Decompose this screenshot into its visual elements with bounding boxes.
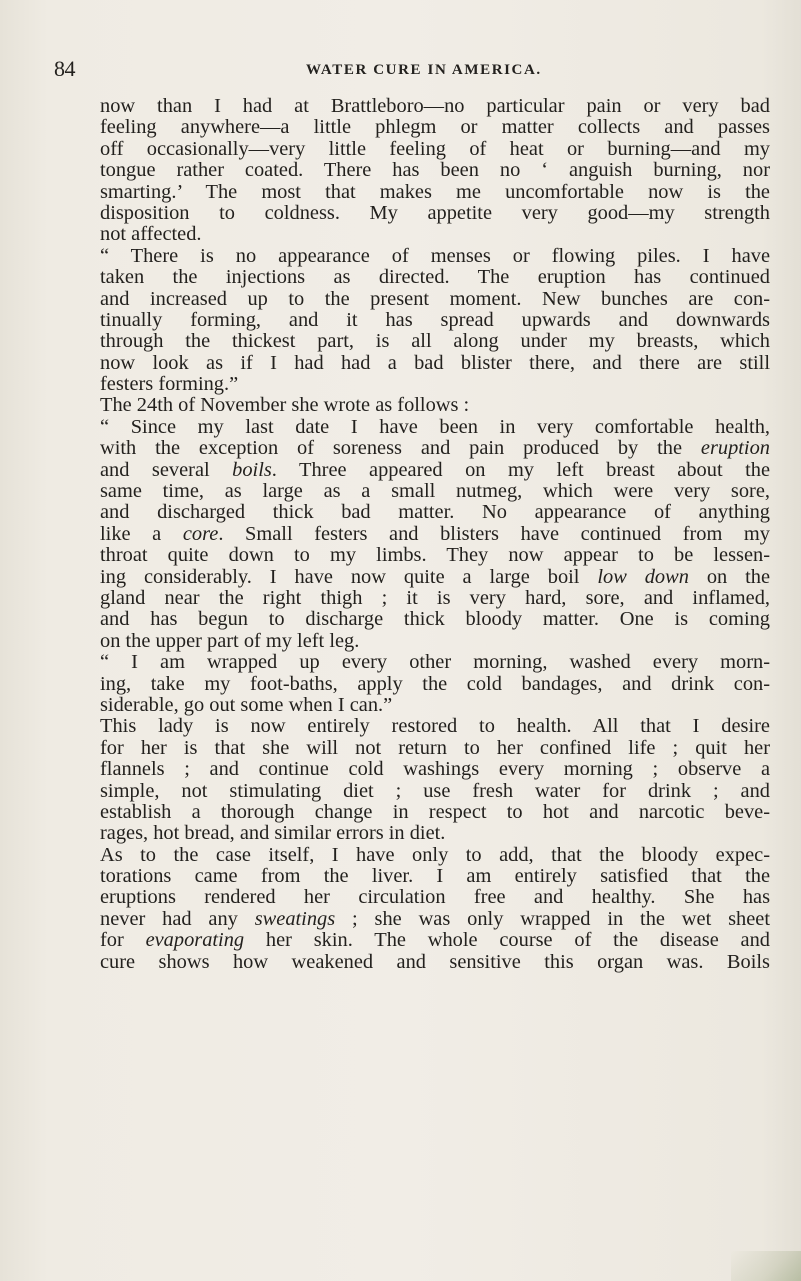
- text-line: never had any sweatings ; she was only wrapped in the wet sheet: [100, 907, 770, 930]
- text-line: disposition to coldness. My appetite very good—my strength: [100, 201, 770, 224]
- text-line: flannels ; and continue cold washings every morning ; observe a: [100, 758, 770, 781]
- text-line: like a core. Small festers and blisters have continued from my: [100, 522, 770, 545]
- text-line: “ There is no appearance of menses or flowing piles. I have: [100, 244, 770, 267]
- text-line: smarting.’ The most that makes me uncomfortable now is the: [100, 180, 770, 203]
- text-line: and several boils. Three appeared on my left breast about the: [100, 458, 770, 481]
- text-line: taken the injections as directed. The eruption has continued: [100, 266, 770, 289]
- text-line: for evaporating her skin. The whole course of the disease and: [100, 929, 771, 952]
- text-line: “ I am wrapped up every other morning, washed every morn-: [100, 651, 770, 674]
- text-line: cure shows how weakened and sensitive this organ was. Boils: [100, 950, 770, 973]
- text-line: off occasionally—very little feeling of heat or burning—and my: [100, 137, 770, 160]
- text-line: through the thickest part, is all along under my breasts, which: [100, 330, 770, 353]
- text-line: now than I had at Brattleboro—no particular pain or very bad: [100, 95, 770, 117]
- text-line: and discharged thick bad matter. No appearance of anything: [100, 501, 770, 524]
- text-line: and has begun to discharge thick bloody matter. One is coming: [100, 608, 770, 631]
- text-line: eruptions rendered her circulation free and healthy. She has: [100, 886, 770, 909]
- text-line: tinually forming, and it has spread upwards and downwards: [100, 308, 770, 331]
- text-line: on the upper part of my left leg.: [100, 629, 360, 652]
- text-line: rages, hot bread, and similar errors in diet.: [100, 822, 446, 845]
- text-line: for her is that she will not return to her confined life ; quit her: [100, 736, 770, 759]
- text-line: throat quite down to my limbs. They now appear to be lessen-: [100, 544, 770, 567]
- text-line: “ Since my last date I have been in very comfortable health,: [100, 415, 770, 438]
- text-line: same time, as large as a small nutmeg, which were very sore,: [100, 480, 770, 503]
- page-corner-stain: [731, 1251, 801, 1281]
- text-line: siderable, go out some when I can.”: [100, 693, 393, 716]
- text-line: and increased up to the present moment. New bunches are con-: [100, 287, 770, 310]
- text-line: now look as if I had had a bad blister there, and there are still: [100, 351, 770, 374]
- page-number: 84: [54, 56, 75, 81]
- text-line: feeling anywhere—a little phlegm or matter collects and passes: [100, 116, 770, 139]
- text-line: with the exception of soreness and pain produced by the eruption: [100, 437, 770, 460]
- text-line: ing, take my foot-baths, apply the cold bandages, and drink con-: [100, 672, 770, 695]
- running-head: WATER CURE IN AMERICA.: [306, 62, 542, 78]
- text-line: This lady is now entirely restored to health. All that I desire: [100, 715, 770, 738]
- text-line: tongue rather coated. There has been no ‘ anguish burning, nor: [100, 159, 770, 182]
- page-header: [54, 56, 754, 86]
- text-line: gland near the right thigh ; it is very hard, sore, and inflamed,: [100, 586, 770, 609]
- text-line: ing considerably. I have now quite a large boil low down on the: [100, 565, 771, 588]
- text-line: not affected.: [100, 223, 202, 246]
- text-line: establish a thorough change in respect to hot and narcotic beve-: [100, 800, 770, 823]
- text-line: The 24th of November she wrote as follows :: [100, 394, 470, 417]
- text-line: simple, not stimulating diet ; use fresh water for drink ; and: [100, 779, 770, 802]
- text-line: festers forming.”: [100, 373, 239, 396]
- text-line: As to the case itself, I have only to add, that the bloody expec-: [100, 843, 770, 866]
- body-text: [100, 96, 770, 973]
- text-line: torations came from the liver. I am entirely satisfied that the: [100, 865, 770, 888]
